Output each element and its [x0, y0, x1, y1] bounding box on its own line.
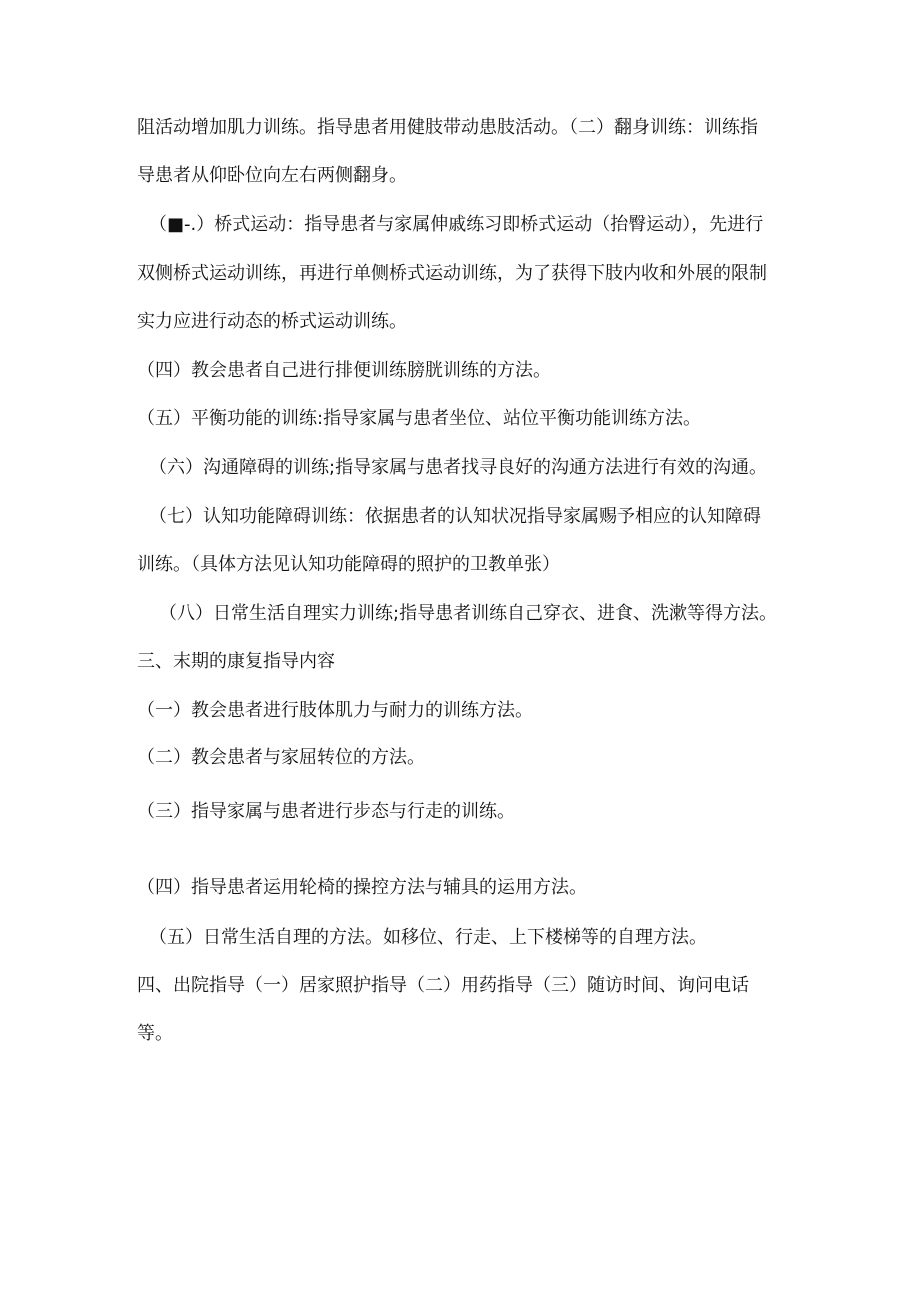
text-line: （一）教会患者进行肢体肌力与耐力的训练方法。	[137, 700, 533, 721]
text-line: 导患者从仰卧位向左右两侧翻身。	[137, 165, 407, 186]
text-line: （六）沟通障碍的训练;指导家属与患者找寻良好的沟通方法进行有效的沟通。	[149, 457, 768, 478]
text-line: 等。	[137, 1023, 173, 1044]
text-line: （四）指导患者运用轮椅的操控方法与辅具的运用方法。	[137, 877, 587, 898]
section-heading: 四、出院指导（一）居家照护指导（二）用药指导（三）随访时间、询问电话	[137, 975, 749, 996]
text-line: （■-.）桥式运动：指导患者与家属伸戚练习即桥式运动（抬臀运动），先进行	[149, 214, 764, 235]
text-line: 双侧桥式运动训练，再进行单侧桥式运动训练，为了获得下肢内收和外展的限制	[137, 263, 767, 284]
text-line: （五）日常生活自理的方法。如移位、行走、上下楼梯等的自理方法。	[149, 927, 707, 948]
text-line: 阻活动增加肌力训练。指导患者用健肢带动患肢活动。（二）翻身训练：训练指	[137, 117, 758, 138]
text-line: （二）教会患者与家屈转位的方法。	[137, 747, 425, 768]
text-line: （四）教会患者自己进行排便训练膀胱训练的方法。	[137, 360, 551, 381]
text-line: （三）指导家属与患者进行步态与行走的训练。	[137, 801, 515, 822]
section-heading: 三、末期的康复指导内容	[137, 651, 335, 672]
text-line: （八）日常生活自理实力训练;指导患者训练自己穿衣、进食、洗漱等得方法。	[159, 603, 778, 624]
text-line: 实力应进行动态的桥式运动训练。	[137, 311, 407, 332]
text-line: 训练。（具体方法见认知功能障碍的照护的卫教单张）	[137, 554, 560, 575]
text-line: （五）平衡功能的训练:指导家属与患者坐位、站位平衡功能训练方法。	[137, 408, 702, 429]
text-line: （七）认知功能障碍训练：依据患者的认知状况指导家属赐予相应的认知障碍	[149, 506, 761, 527]
